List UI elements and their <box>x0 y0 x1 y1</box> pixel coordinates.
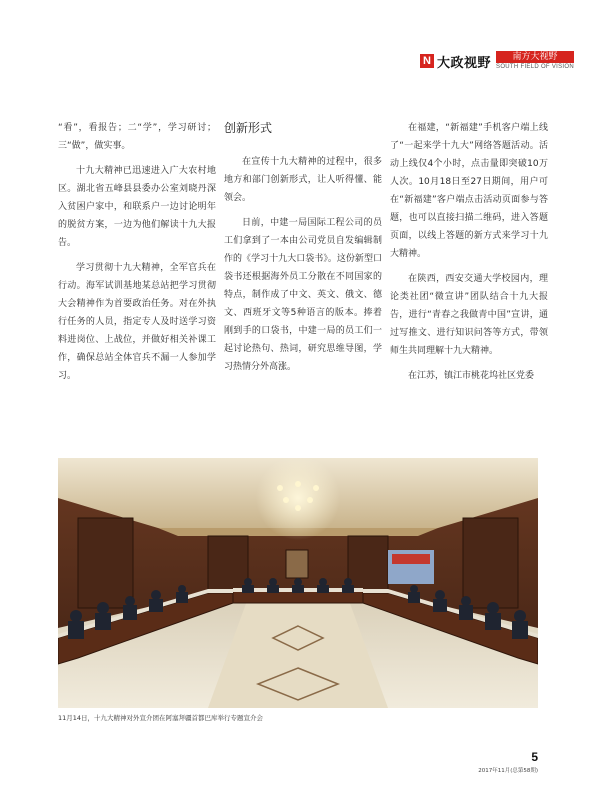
paragraph: 学习贯彻十九大精神，全军官兵在行动。海军试训基地某总站把学习贯彻大会精神作为首要政治任务。对在外执行任务的人员，指定专人及时送学习资料进岗位、上战位，并做好相关补课工作，确保总站全体官兵不漏一人参加学习。 <box>58 263 216 381</box>
brand-subtitle: SOUTH FIELD OF VISION <box>496 63 574 70</box>
brand-name: 南方大视野 <box>496 51 574 63</box>
magazine-logo: N <box>420 54 434 68</box>
conference-photo <box>58 458 538 708</box>
paragraph: 在宣传十九大精神的过程中，很多地方和部门创新形式，让人听得懂、能领会。 <box>224 157 382 203</box>
subsection-heading: 创新形式 <box>224 121 273 135</box>
section-title: 大政视野 <box>437 55 492 71</box>
paragraph: 在江苏，镇江市桃花坞社区党委 <box>408 371 535 381</box>
paragraph: 在陕西，西安交通大学校园内，理论类社团“微宣讲”团队结合十九大报告，进行“青春之我做青中国”宣讲，通过写推文、进行知识问答等方式，带领师生共同理解十九大精神。 <box>390 274 548 356</box>
photo-caption: 11月14日，十九大精神对外宣介团在阿塞拜疆首都巴库举行专题宣介会 <box>58 714 264 722</box>
page-number: 5 <box>531 750 538 764</box>
paragraph: “看”，看报告；二“学”，学习研讨；三“做”，做实事。 <box>58 123 216 151</box>
brand-box <box>496 51 574 72</box>
article-column-1 <box>58 119 216 392</box>
paragraph: 在福建，“新福建”手机客户端上线了“一起来学十九大”网络答题活动。活动上线仅4个小时，点击量即突破10万人次。10月18日至27日期间，用户可在“新福建”客户端点击活动页面参与答题，也可以直接扫描二维码，进入答题页面，以线上答题的新方式来学习十九大精神。 <box>390 123 548 259</box>
paragraph: 日前，中建一局国际工程公司的员工们拿到了一本由公司党员自发编辑制作的《学习十九大口袋书》。这份新型口袋书还根据海外员工分散在不同国家的特点，制作成了中文、英文、俄文、德文、西班牙文等5种语言的版本。捧着刚到手的口袋书，中建一局的员工们一起讨论热句、热词，研究思维导图，学习热情分外高涨。 <box>224 218 382 372</box>
article-column-2 <box>224 119 382 383</box>
issue-info: 2017年11月(总第58期) <box>478 768 538 774</box>
masthead <box>420 49 574 73</box>
article-column-3 <box>390 119 548 392</box>
paragraph: 十九大精神已迅速进入广大农村地区。湖北省五峰县县委办公室刘晓丹深入贫困户家中，和联系户一边讨论明年的脱贫方案，一边为他们解读十九大报告。 <box>58 166 216 248</box>
